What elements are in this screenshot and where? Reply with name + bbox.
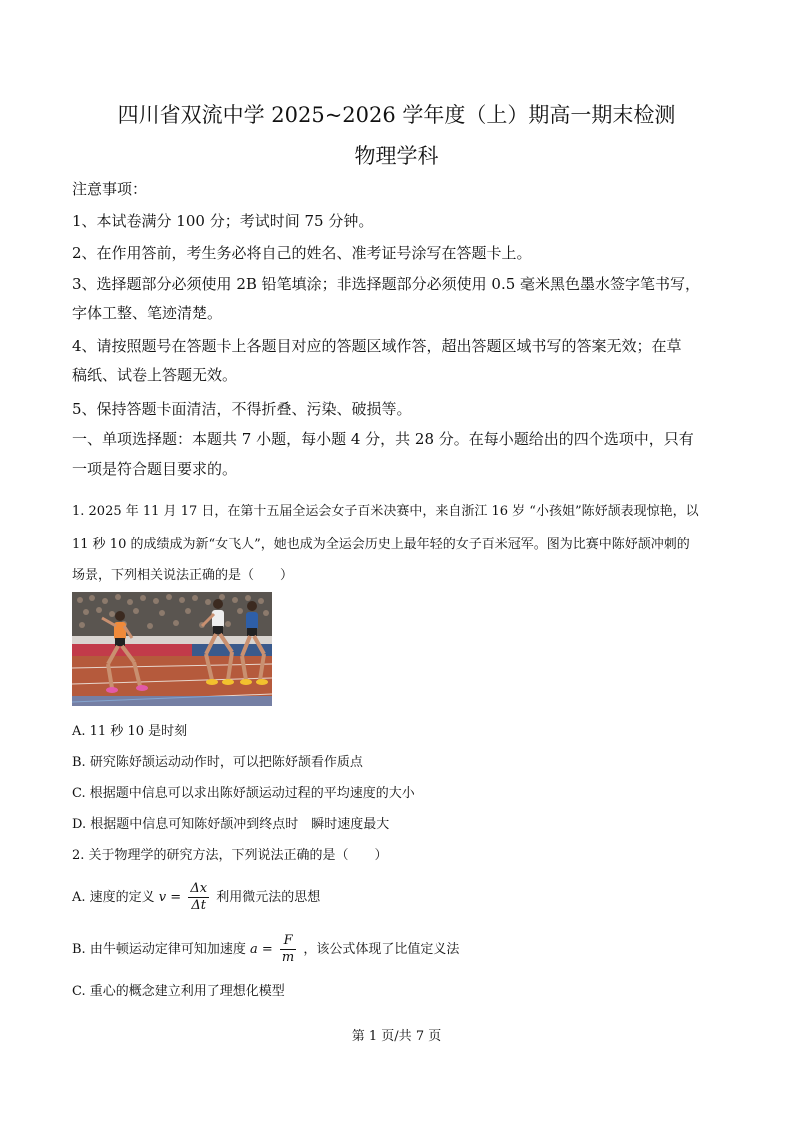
note-item-4-line-1: 4、请按照题号在答题卡上各题目对应的答题区域作答，超出答题区域书写的答案无效；在草 [72,337,682,355]
q2-option-a-equals: = [170,890,182,905]
q2-option-b-numerator: F [280,933,296,950]
q2-option-b-variable: a [249,942,258,957]
exam-title: 四川省双流中学 2025~2026 学年度（上）期高一期末检测 [117,103,676,127]
sprint-race-photo [72,592,272,706]
q1-stem-line-3: 场景，下列相关说法正确的是（ ） [72,568,294,583]
q2-stem: 2. 关于物理学的研究方法，下列说法正确的是（ ） [72,848,388,863]
section-1-heading-line-2: 一项是符合题目要求的。 [72,460,238,478]
q2-option-c: C. 重心的概念建立利用了理想化模型 [72,984,285,999]
q2-option-a-prefix: A. 速度的定义 [72,890,155,905]
q1-stem-line-2: 11 秒 10 的成绩成为新“女飞人”，她也成为全运会历史上最年轻的女子百米冠军。图为比赛中陈妤颉冲刺的 [72,537,690,552]
note-item-3-line-2: 字体工整、笔迹清楚。 [72,304,223,322]
q2-option-b-suffix: ，该公式体现了比值定义法 [303,942,460,957]
q2-option-a-variable: v [158,890,167,905]
q2-option-a-numerator: Δx [190,881,208,896]
q2-option-a [72,881,320,914]
q2-option-b-prefix: B. 由牛顿运动定律可知加速度 [72,942,246,957]
q2-option-a-fraction [188,881,209,914]
note-item-4-line-2: 稿纸、试卷上答题无效。 [72,366,238,384]
note-item-3-line-1: 3、选择题部分必须使用 2B 铅笔填涂；非选择题部分必须使用 0.5 毫米黑色墨水签字笔书写， [72,275,701,293]
q1-option-b: B. 研究陈妤颉运动动作时，可以把陈妤颉看作质点 [72,755,363,770]
q1-option-c: C. 根据题中信息可以求出陈妤颉运动过程的平均速度的大小 [72,786,415,801]
q2-option-b-equals: = [261,942,273,957]
section-1-heading-line-1: 一、单项选择题：本题共 7 小题，每小题 4 分，共 28 分。在每小题给出的四个选项中，只有 [72,430,694,448]
note-item-2: 2、在作用答前，考生务必将自己的姓名、准考证号涂写在答题卡上。 [72,244,532,262]
q2-option-b [72,933,459,966]
notes-heading: 注意事项： [72,180,148,198]
exam-subject: 物理学科 [354,144,439,168]
page-footer: 第 1 页/共 7 页 [351,1029,442,1044]
q2-option-b-denominator: m [281,950,295,965]
q1-stem-line-1: 1. 2025 年 11 月 17 日，在第十五届全运会女子百米决赛中，来自浙江 16 岁 “小孩姐”陈妤颉表现惊艳，以 [72,504,699,519]
q2-option-a-suffix: 利用微元法的思想 [216,890,321,905]
note-item-5: 5、保持答题卡面清洁，不得折叠、污染、破损等。 [72,400,412,418]
q2-option-a-denominator: Δt [191,898,207,913]
q1-option-d: D. 根据题中信息可知陈妤颉冲到终点时 瞬时速度最大 [72,817,390,832]
q2-option-b-fraction [280,933,296,966]
note-item-1: 1、本试卷满分 100 分；考试时间 75 分钟。 [72,212,374,230]
q1-option-a: A. 11 秒 10 是时刻 [72,724,188,739]
